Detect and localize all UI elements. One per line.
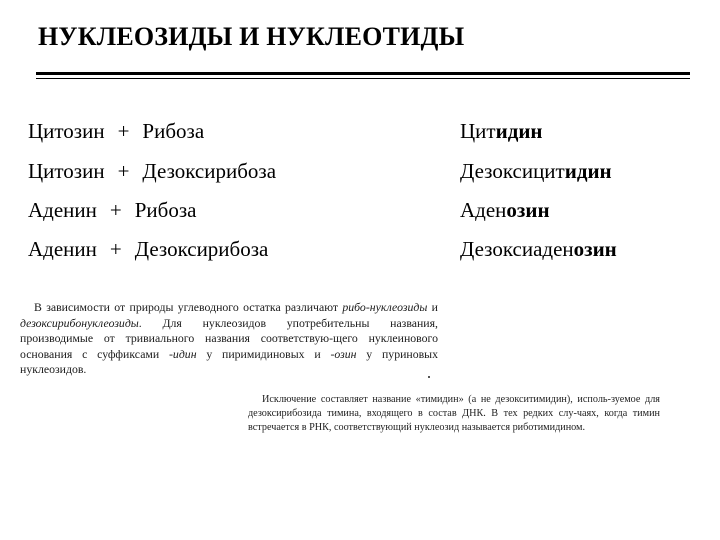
scanned-note-paragraph: Исключение составляет название «тимидин» (а не дезокситимидин), исполь-зуемое для дезоксирибозида тимина, входящего в состав ДНК. В тех редких слу-чаях, когда тимин встречается в РНК, соответствующий нуклеозид называется риботимидином.: [248, 394, 660, 433]
text-run: В зависимости от природы углеводного остатка различают: [34, 300, 343, 314]
product-suffix: озин: [506, 198, 550, 222]
base-name: Аденин: [28, 198, 97, 222]
reaction-row: [28, 156, 708, 186]
title-rule-thick: [36, 72, 690, 75]
reactants: [28, 234, 268, 264]
product-suffix: озин: [573, 237, 617, 261]
product-suffix: идин: [495, 119, 543, 143]
sugar-name: Дезоксирибоза: [142, 159, 277, 183]
italic-suffix: -озин: [330, 346, 357, 361]
product-stem: Аден: [460, 198, 507, 222]
plus-sign: +: [109, 237, 122, 261]
product-stem: Дезоксиаден: [460, 237, 574, 261]
plus-sign: +: [117, 159, 130, 183]
product-stem: Дезоксицит: [460, 159, 565, 183]
italic-term: дезоксирибонуклеозиды: [20, 315, 139, 330]
italic-term: рибо-нуклеозиды: [342, 300, 428, 314]
nucleoside-product: [460, 116, 543, 146]
base-name: Цитозин: [28, 159, 105, 183]
product-stem: Цит: [460, 119, 496, 143]
plus-sign: +: [109, 198, 122, 222]
reactants: [28, 116, 204, 146]
scan-speck: [428, 376, 430, 378]
plus-sign: +: [117, 119, 130, 143]
nucleoside-product: [460, 156, 612, 186]
base-name: Цитозин: [28, 119, 105, 143]
reactants: [28, 156, 276, 186]
text-run: у пиримидиновых и: [196, 346, 331, 361]
text-run: у пуриновых нуклеозидов.: [20, 346, 439, 376]
reactants: [28, 195, 196, 225]
page-title: НУКЛЕОЗИДЫ И НУКЛЕОТИДЫ: [38, 22, 465, 51]
text-run: . Для нуклеозидов употребительны названия, производимые от тривиального названия соответствую-щего нуклеинового основания с суффиксами: [20, 315, 438, 361]
text-run: и: [427, 300, 438, 314]
sugar-name: Рибоза: [134, 198, 197, 222]
sugar-name: Дезоксирибоза: [134, 237, 269, 261]
reaction-row: [28, 116, 708, 146]
scanned-text-paragraph: [20, 300, 438, 378]
reaction-row: [28, 234, 708, 264]
sugar-name: Рибоза: [142, 119, 205, 143]
product-suffix: идин: [564, 159, 612, 183]
base-name: Аденин: [28, 237, 97, 261]
nucleoside-product: [460, 195, 550, 225]
nucleoside-product: [460, 234, 617, 264]
title-rule-thin: [36, 78, 690, 79]
reaction-row: [28, 195, 708, 225]
italic-suffix: -идин: [169, 346, 197, 361]
